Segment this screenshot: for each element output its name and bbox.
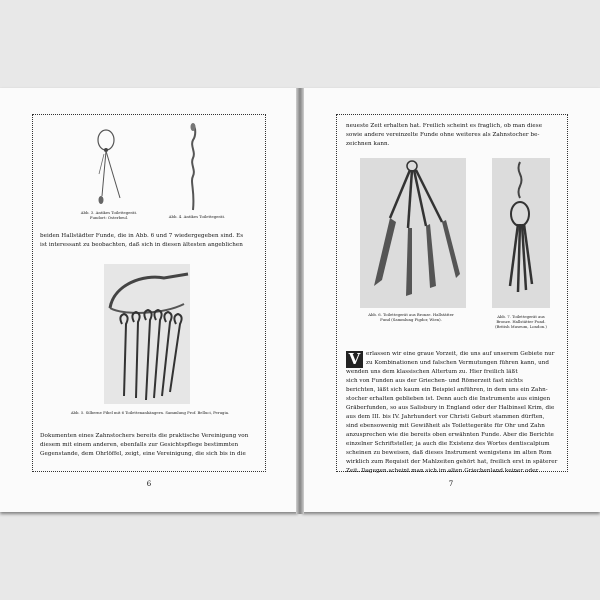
fibula-icon: [104, 264, 190, 404]
right-page: [302, 88, 600, 512]
left-page-number: 6: [146, 480, 152, 488]
figure-4-illustration: [186, 122, 200, 212]
dropcap-letter: V: [346, 351, 363, 368]
left-page: [0, 88, 298, 512]
figure-6-photo: [360, 158, 466, 308]
figure-7-photo: [492, 158, 550, 308]
right-body-text: V erlassen wir eine graue Vorzeit, die uns auf unserem Gebiete nur zu Kombinationen und falschen Vermutungen führen kann, und wenden uns dem klassischen Altertum zu. Hier freilich läßt sich von Funden aus der Griechen- und Römerzeit fast nichts berichten, läßt sich kaum ein Beispiel anführen, in dem uns ein Zahn- stocher erhalten geblieben ist. Denn auch die Instrumente aus einigen Gräberfunden, so aus Salisbury in England oder der Halbinsel Krim, die aus dem III. bis IV. Jahrhundert vor Christi Geburt stammen dürften, sind ebensowenig mit Gewißheit als Toilettegeräte für Ohr und Zahn anzusprechen wie die bereits oben erwähnten Funde. Aber die Berichte einzelner Schriftsteller, ja auch die Existenz des Wortes dentiscalpium scheinen zu beweisen, daß dieses Instrument wenigstens im alten Rom wirklich zum Requisit der Mahlzeiten gehört hat, freilich erst in späterer Zeit. Dagegen scheint man sich im alten Griechenland keiner oder: [346, 350, 558, 474]
book-gutter: [296, 88, 304, 514]
figure-5-caption: Abb. 5. Silberne Fibel mit 6 Toilettenanhängern. Sammlung Prof. Belluci, Perugia.: [70, 410, 230, 415]
figure-6-caption: Abb. 6. Toilettegerät aus Bronze. Hallstätter Fund (Sammlung Figdor, Wien).: [368, 312, 454, 322]
left-paragraph-1: beiden Hallstädter Funde, die in Abb. 6 und 7 wiedergegeben sind. Es ist interessant zu beobachten, daß sich in diesen ältesten angeblichen: [40, 233, 244, 248]
figure-5-photo: [104, 264, 190, 404]
right-page-number: 7: [448, 480, 454, 488]
figure-3-illustration: [90, 126, 130, 212]
toilet-set-icon: [360, 158, 466, 308]
figure-7-caption: Abb. 7. Toilettegerät aus Bronze. Hallstätter Fund. (British Museum, London.): [495, 314, 547, 329]
ring-tools-icon: [492, 158, 550, 308]
open-book: [0, 88, 600, 514]
figure-4-caption: Abb. 4. Antikes Toilettegerät.: [168, 214, 226, 219]
figure-3-caption: Abb. 3. Antikes Toilettegerät. Fundort: Osterbeul.: [80, 210, 138, 220]
left-paragraph-2: Dokumenten eines Zahnstochers bereits die praktische Vereinigung von diesem mit einem anderen, ebenfalls zur Gesichtspflege bestimmten Gegenstande, dem Ohrlöffel, zeigt, eine Vereinigung, die sich bis in die: [40, 433, 249, 457]
right-intro-text: neueste Zeit erhalten hat. Freilich scheint es fraglich, ob man diese sowie andere vereinzelte Funde ohne weiteres als Zahnstocher be- zeichnen kann.: [346, 123, 543, 147]
